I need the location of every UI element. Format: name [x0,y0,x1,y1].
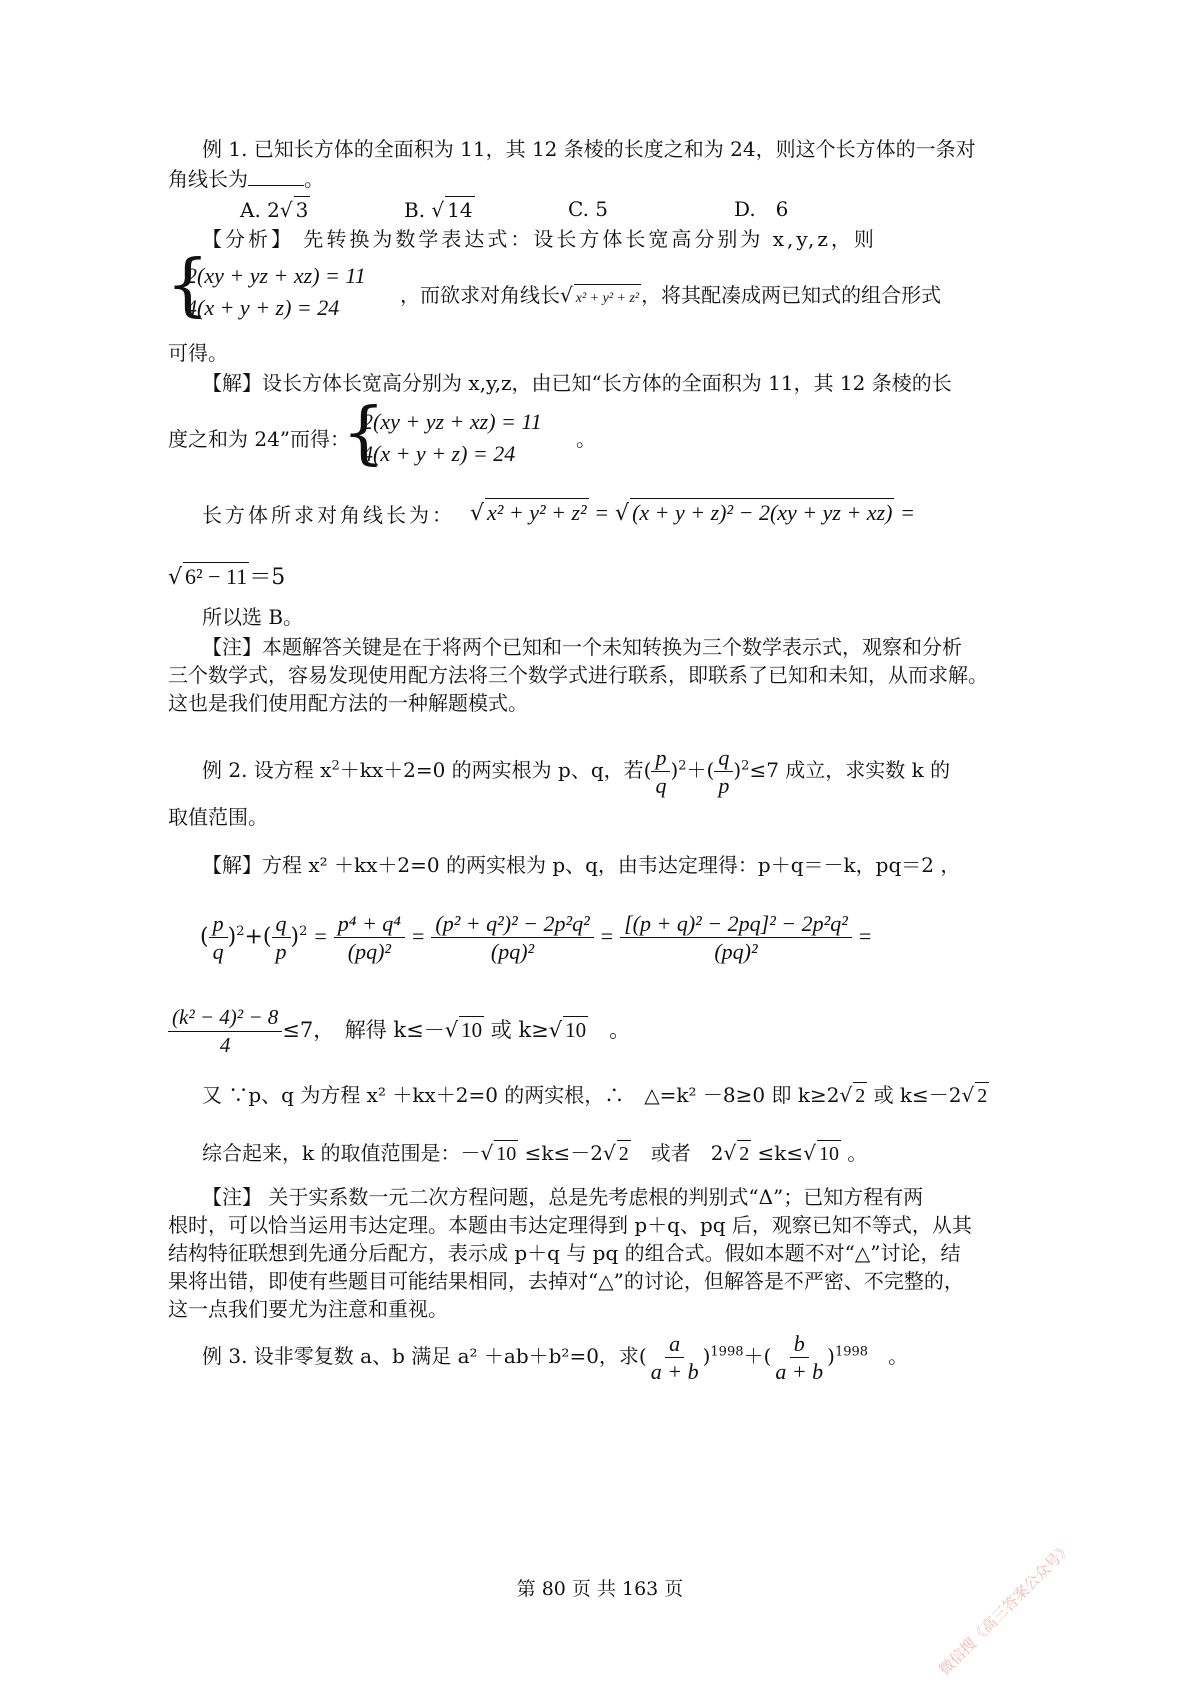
ex1-sol-eq1: 2(xy + yz + xz) = 11 [362,409,542,434]
ex1-option-d: D. 6 [734,197,789,221]
eq-sign-1: = [595,500,609,525]
analysis-2a: ，而欲求对角线长 [400,283,560,307]
ex1-sys-eq2: 4(x + y + z) = 24 [186,295,340,320]
frac-a-over-sum [647,1330,703,1385]
ex2-note-1: 【注】 关于实系数一元二次方程问题，总是先考虑根的判别式“Δ”；已知方程有两 [202,1185,924,1209]
fraction-2 [431,910,593,965]
ex2-note-4: 果将出错，即使有些题目可能结果相同，去掉对“△”的讨论，但解答是不严密、不完整的， [168,1269,964,1293]
ex3-den-1: a + b [650,1359,699,1384]
rad2-d: 2 [737,1140,751,1168]
ex3-mid: ＋( [743,1344,772,1368]
diag-radicand-b: (x + y + z)² − 2(xy + yz + xz) [632,500,893,525]
system-brace-2: { [342,394,386,473]
ex1-note-1: 【注】本题解答关键是在于将两个已知和一个未知转换为三个数学表示式，观察和分析 [202,635,962,659]
line-4a: ≤7， 解得 k≤－ [282,1018,445,1042]
ex3-num-b: b [790,1330,809,1358]
fraction-4-num: (k² − 4)² − 8 [168,1004,282,1032]
line-4c: 。 [609,1018,631,1042]
ex1-diag-expr: √ x² + y² + z² = √ (x + y + z)² − 2(xy + yz + xz) = [470,500,914,526]
ex3-close-1: ) [702,1344,711,1368]
eq-sign-3: = [314,923,327,949]
frac-q-over-p: $\frac{q}{p}$ [714,744,733,799]
option-b-label: B. [404,198,432,222]
ex2-note-2: 根时，可以恰当运用韦达定理。本题由韦达定理得到 p＋q、pq 后，观察已知不等式，从其 [168,1213,972,1237]
watermark: 微信搜《高三答案公众号》 [935,1538,1076,1679]
line-5a: 又 ∵p、q 为方程 x² ＋kx＋2=0 的两实根，∴ △=k² －8≥0 即 k≥2 [202,1083,840,1107]
ex1-analysis-2: ，而欲求对角线长√ x² + y² + z² ，将其配凑成两已知式的组合形式 [400,282,941,312]
ex3-num-a: a [665,1330,684,1358]
rad10-c: 10 [494,1140,518,1168]
ex1-solution-1: 【解】设长方体长宽高分别为 x,y,z，由已知“长方体的全面积为 11，其 12 条棱的长 [202,371,952,395]
ex2-line-5: 又 ∵p、q 为方程 x² ＋kx＋2=0 的两实根，∴ △=k² －8≥0 即 k≥2√ 2 或 k≤－2√ 2 [202,1082,989,1110]
ex1-analysis-1: 【分析】 先转换为数学表达式：设长方体长宽高分别为 x,y,z，则 [202,227,877,251]
ex2-stem-b: ＋kx＋2=0 的两实根为 p、q，若( [339,758,652,782]
ex1-solution-2: 度之和为 24”而得： [168,427,351,451]
ex1-analysis-3: 可得。 [168,341,228,365]
line-4b: 或 k≥ [490,1018,549,1042]
ex2-stem: 例 2. 设方程 $x^2+kx+2=0$ 的两实根为 p、q，若( $\frac{p}{q}$ )$^2$＋( $\frac{q}{p}$ )$^2$≤7 成立，求实数 k 的 [202,745,951,798]
eq-sign-6: = [858,923,872,949]
ex1-option-a: A. 2√ 3 [240,198,309,222]
fraction-1-num: p⁴ + q⁴ [334,910,405,938]
fraction-4 [168,1004,282,1059]
ex1-line2 [168,166,324,193]
ex2-note-3: 结构特征联想到先通分后配方，表示成 p＋q 与 pq 的组合式。假如本题不对“△”讨论，结 [168,1241,961,1265]
option-a-label: A. 2 [240,198,280,222]
fraction-2-den: (pq)² [490,939,535,964]
analysis-diag-radicand: x² + y² + z² [574,284,641,312]
eq-sign-2: = [901,500,914,525]
ex1-note-3: 这也是我们使用配方法的一种解题模式。 [168,691,528,715]
rad10-b: 10 [565,1018,587,1042]
ex2-note-5: 这一点我们要尤为注意和重视。 [168,1297,448,1321]
fraction-4-den: 4 [219,1033,231,1057]
fraction-3-den: (pq)² [714,939,758,964]
ex2-stem-f: ≤7 成立，求实数 k 的 [749,758,951,782]
ex2-stem-e: ) [733,758,742,782]
line-6a: 综合起来，k 的取值范围是：－ [202,1141,481,1165]
eq-sign-4: = [411,923,425,949]
ex1-line1: 例 1. 已知长方体的全面积为 11，其 12 条棱的长度之和为 24，则这个长方体的一条对 [202,137,976,161]
frac-q-p: $\frac{q}{p}$ [272,910,291,965]
rad10-a: 10 [461,1018,483,1042]
ex2-line-4: $\frac{\text{(k² − 4)² − 8}}{4}$ ≤7， 解得 k≤－√ 10 或 k≥√ 10 。 [168,1004,630,1059]
ex1-option-c: C. 5 [568,197,609,221]
ex2-stem-a: 例 2. 设方程 x [202,758,332,782]
line-6e: 。 [847,1141,868,1165]
frac-p-over-q: $\frac{p}{q}$ [651,744,670,799]
result-radicand: 6² − 11 [185,564,248,589]
answer-blank [248,167,304,186]
line-6c: 或者 2 [650,1141,724,1165]
ex1-sys-eq1: 2(xy + yz + xz) = 11 [186,263,366,288]
ex3-den-2: a + b [775,1359,824,1384]
frac-p-q: $\frac{p}{q}$ [209,910,228,965]
eq-sign-5: = [600,923,614,949]
rad2-a: 2 [853,1082,867,1110]
frac-b-over-sum [771,1330,827,1385]
option-b-radicand: 14 [447,198,473,222]
ex1-diag-label: 长方体所求对角线长为： [202,503,455,527]
ex1-line2-text: 角线长为 [168,167,248,191]
ex2-stem-c: ) [670,758,679,782]
ex2-stem-d: ＋( [686,758,715,782]
ex1-option-b: B. √ 14 [404,198,473,222]
ex3-stem-a: 例 3. 设非零复数 a、b 满足 a² ＋ab＋b²=0，求( [202,1344,647,1368]
ex3-exp-1: 1998 [710,1344,744,1360]
ex3-end: 。 [888,1344,909,1368]
rad10-d: 10 [817,1140,841,1168]
system-brace-1: { [166,246,210,325]
fraction-3-num: [(p + q)² − 2pq]² − 2p²q² [620,910,852,938]
fraction-3 [620,910,852,965]
line-6d: ≤k≤ [757,1141,804,1165]
ex3-stem [202,1330,908,1385]
line-5b: 或 k≤－2 [873,1083,962,1107]
result-tail: ＝5 [249,565,286,590]
rad2-b: 2 [975,1082,989,1110]
ex2-stem-2: 取值范围。 [168,805,268,829]
analysis-2b: ，将其配凑成两已知式的组合形式 [641,283,942,307]
line-6b: ≤k≤－2 [524,1141,603,1165]
diag-radicand-a: x² + y² + z² [487,500,587,525]
fraction-1-den: (pq)² [347,939,391,964]
ex2-solution-1: 【解】方程 x² ＋kx＋2=0 的两实根为 p、q，由韦达定理得：p＋q＝－k，pq＝2 ， [202,853,961,877]
ex2-fraction-chain: ( $\frac{p}{q}$ )$^2$+( $\frac{q}{p}$ )$^2$ = $\frac{\text{p⁴ + q⁴}}{\text{(pq)²}}$ = $\frac{\text{(p² + q²)² − 2p²q²}}{\text{(pq)²}}$ = $\frac{\text{[(p + q)² − 2pq]² − 2p²q²}}{\text{(pq)²}}$ = [200,911,872,964]
ex1-note-2: 三个数学式，容易发现使用配方法将三个数学式进行联系，即联系了已知和未知，从而求解。 [168,663,988,687]
ex1-sol-eq2: 4(x + y + z) = 24 [362,441,516,466]
ex2-line-6: 综合起来，k 的取值范围是：－√ 10 ≤k≤－2√ 2 或者 2√ 2 ≤k≤√ 10 。 [202,1140,867,1168]
rad2-c: 2 [617,1140,631,1168]
ex1-solution-2-end: 。 [576,427,596,451]
fraction-1 [334,910,405,965]
option-a-radicand: 3 [295,198,309,222]
ex3-exp-2: 1998 [834,1344,869,1360]
page-footer: 第 80 页 共 163 页 [516,1578,684,1600]
ex1-result: √ 6² − 11＝5 [168,564,286,590]
ex1-line2-end: 。 [304,167,324,191]
fraction-2-num: (p² + q²)² − 2p²q² [431,910,593,938]
ex3-close-2: ) [827,1344,835,1368]
ex1-choose: 所以选 B。 [202,605,304,629]
